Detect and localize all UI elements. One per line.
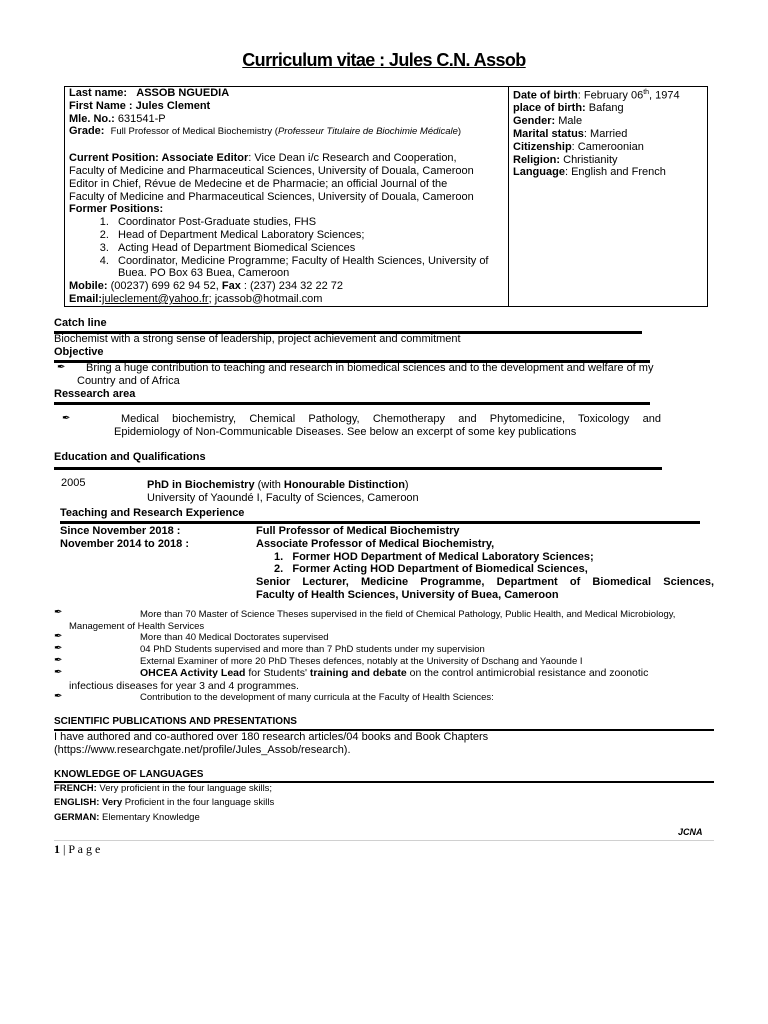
pen-bullet-icon: ✒: [57, 362, 66, 373]
personal-details-cell: [509, 87, 708, 307]
education-institution: University of Yaoundé I, Faculty of Sciences, Cameroon: [147, 492, 419, 504]
catch-line-text: Biochemist with a strong sense of leadership, project achievement and commitment: [54, 333, 461, 345]
sub-role-number: 2.: [274, 563, 284, 575]
degree-mid: (with: [254, 479, 284, 491]
footer-initials: JCNA: [678, 827, 703, 837]
footer-divider: [54, 840, 714, 841]
gender-label: Gender:: [513, 115, 556, 128]
objective-line-1: Bring a huge contribution to teaching and research in biomedical sciences and to the development and welfare of my: [86, 362, 654, 374]
objective-heading: Objective: [54, 346, 104, 358]
teaching-heading: Teaching and Research Experience: [60, 507, 245, 519]
position-label: Current Position: Associate Editor: [69, 152, 249, 165]
fax-value: : (237) 234 32 22 72: [243, 280, 343, 293]
position-line-1: : Vice Dean i/c Research and Cooperation,: [248, 152, 457, 165]
german-label: GERMAN:: [54, 812, 100, 823]
teaching-role-3-line-1: Senior Lecturer, Medicine Programme, Department of Biomedical Sciences,: [256, 576, 714, 588]
pen-bullet-icon: ✒: [54, 655, 63, 666]
page-label: P a g e: [68, 842, 101, 856]
german-level: Elementary Knowledge: [99, 812, 200, 823]
grade-label: Grade:: [69, 125, 105, 138]
degree-distinction: Honourable Distinction: [283, 479, 405, 491]
mobile-value: (00237) 699 62 94 52,: [110, 280, 222, 293]
former-position-item: 2. Head of Department Medical Laboratory Sciences;: [112, 229, 504, 242]
experience-bullet-2: More than 40 Medical Doctorates supervised: [140, 632, 329, 643]
french-label: FRENCH:: [54, 783, 97, 794]
research-line-2: Epidemiology of Non-Communicable Diseases. See below an excerpt of some key publications: [114, 426, 577, 438]
dob-suffix: th: [643, 89, 650, 96]
last-name: ASSOB NGUEDIA: [136, 87, 230, 99]
degree-title: PhD in Biochemistry: [147, 479, 255, 491]
position-line-3: Editor in Chief, Révue de Medecine et de Pharmacie; an official Journal of the: [69, 177, 448, 190]
fax-label: Fax: [221, 280, 241, 293]
education-heading: Education and Qualifications: [54, 451, 206, 463]
publications-line-2: (https://www.researchgate.net/profile/Jules_Assob/research).: [54, 744, 351, 756]
former-position-item: 3. Acting Head of Department Biomedical Sciences: [112, 242, 504, 255]
degree-close: ): [404, 479, 409, 491]
section-divider: [54, 467, 662, 470]
personal-info-table: [64, 86, 708, 307]
experience-bullet-6: Contribution to the development of many curricula at the Faculty of Health Sciences:: [140, 692, 494, 703]
former-positions-label: Former Positions:: [69, 203, 164, 216]
marital-value: : Married: [583, 128, 628, 141]
experience-bullet-3: 04 PhD Students supervised and more than 7 PhD students under my supervision: [140, 644, 485, 655]
teaching-period-2: November 2014 to 2018 :: [60, 538, 190, 550]
email-label: Email:: [69, 292, 103, 305]
marital-label: Marital status: [513, 128, 584, 141]
education-year: 2005: [61, 477, 86, 489]
mle-label: Mle. No.:: [69, 112, 115, 125]
position-line-4: Faculty of Medicine and Pharmaceutical Sciences, University of Douala, Cameroon: [69, 190, 474, 203]
religion-value: Christianity: [560, 153, 618, 166]
gender-value: Male: [555, 115, 583, 128]
experience-bullet-1-line-1: More than 70 Master of Science Theses supervised in the field of Chemical Pathology, Public Health, and Medical Microbiology,: [140, 609, 676, 620]
sub-role-number: 1.: [274, 551, 284, 563]
grade-french: Professeur Titulaire de Biochimie Médicale: [277, 126, 458, 138]
pob-label: place of birth:: [513, 102, 586, 115]
mle-value: 631541-P: [117, 112, 166, 125]
experience-bullet-5-bold-2: training and debate: [309, 667, 407, 679]
teaching-period-1: Since November 2018 :: [60, 525, 181, 537]
publications-heading: SCIENTIFIC PUBLICATIONS AND PRESENTATIONS: [54, 716, 297, 727]
mobile-label: Mobile:: [69, 280, 108, 293]
position-line-2: Faculty of Medicine and Pharmaceutical Sciences, University of Douala, Cameroon: [69, 164, 474, 177]
pen-bullet-icon: ✒: [54, 607, 63, 618]
pen-bullet-icon: ✒: [54, 667, 63, 678]
french-level: Very proficient in the four language skills;: [96, 783, 273, 794]
citizenship-label: Citizenship: [513, 140, 572, 153]
former-positions-list: [69, 216, 504, 280]
teaching-role-1: Full Professor of Medical Biochemistry: [256, 525, 460, 537]
catch-line-heading: Catch line: [54, 317, 107, 329]
document-title: Curriculum vitae : Jules C.N. Assob: [242, 50, 526, 70]
pen-bullet-icon: ✒: [54, 691, 63, 702]
religion-label: Religion:: [513, 153, 561, 166]
pen-bullet-icon: ✒: [54, 643, 63, 654]
pob-value: Bafang: [585, 102, 624, 115]
citizenship-value: : Cameroonian: [571, 140, 644, 153]
dob-year: , 1974: [649, 89, 680, 102]
last-name-label: Last name:: [69, 87, 128, 99]
languages-heading: KNOWLEDGE OF LANGUAGES: [54, 769, 204, 780]
research-heading: Ressearch area: [54, 388, 136, 400]
sub-role-1: Former HOD Department of Medical Laboratory Sciences;: [292, 551, 594, 563]
english-label: ENGLISH: Very: [54, 797, 123, 808]
research-line-1: Medical biochemistry, Chemical Pathology, Chemotherapy and Phytomedicine, Toxicology and: [121, 413, 661, 425]
grade-close: ): [457, 126, 462, 138]
experience-bullet-5-line-2: infectious diseases for year 3 and 4 programmes.: [69, 680, 299, 692]
teaching-role-3-line-2: Faculty of Health Sciences, University of Buea, Cameroon: [256, 589, 559, 601]
language-value: : English and French: [564, 166, 666, 179]
page-separator: |: [60, 842, 69, 856]
section-divider: [60, 521, 700, 524]
grade-value: Full Professor of Medical Biochemistry (: [110, 126, 278, 138]
former-position-item: 1. Coordinator Post-Graduate studies, FHS: [112, 216, 504, 229]
publications-line-1: I have authored and co-authored over 180 research articles/04 books and Book Chapters: [54, 731, 489, 743]
objective-line-2: Country and of Africa: [77, 375, 180, 387]
experience-bullet-1-line-2: Management of Health Services: [69, 621, 205, 632]
english-level: Proficient in the four language skills: [122, 797, 275, 808]
experience-bullet-5-rest: on the control antimicrobial resistance and zoonotic: [406, 667, 649, 679]
pen-bullet-icon: ✒: [54, 631, 63, 642]
sub-role-2: Former Acting HOD Department of Biomedical Sciences,: [292, 563, 588, 575]
dob-value: : February 06: [577, 89, 644, 102]
section-divider: [54, 402, 650, 405]
first-name: Jules Clement: [135, 99, 211, 112]
teaching-role-2: Associate Professor of Medical Biochemistry,: [256, 538, 495, 550]
page-number: 1: [54, 842, 60, 856]
experience-bullet-5-bold: OHCEA Activity Lead: [140, 667, 246, 679]
email-link-2[interactable]: jcassob@hotmail.com: [214, 292, 323, 305]
first-name-label: First Name :: [69, 99, 133, 112]
former-position-item: 4. Coordinator, Medicine Programme; Faculty of Health Sciences, University of Buea. PO Box 63 Buea, Cameroon: [112, 255, 504, 281]
email-separator: ;: [208, 292, 215, 305]
personal-info-cell: [65, 87, 509, 307]
experience-bullet-5-mid: for Students': [245, 667, 310, 679]
dob-label: Date of birth: [513, 89, 578, 102]
language-label: Language: [513, 166, 565, 179]
experience-bullet-4: External Examiner of more 20 PhD Theses defences, notably at the University of Dschang and Yaounde I: [140, 656, 583, 667]
pen-bullet-icon: ✒: [62, 413, 71, 424]
email-link-1[interactable]: juleclement@yahoo.fr: [102, 292, 209, 305]
